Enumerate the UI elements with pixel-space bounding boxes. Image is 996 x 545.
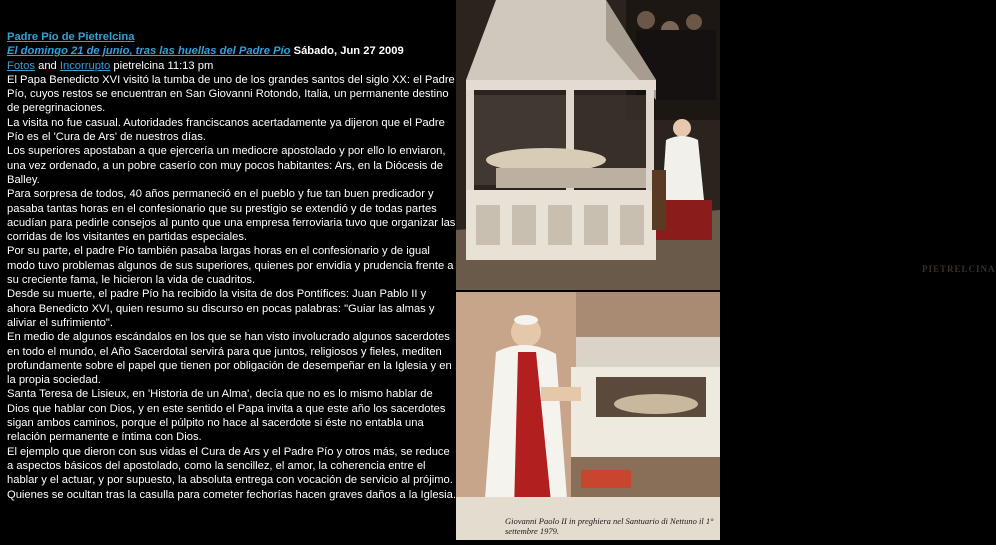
tomb-plaque-text: PIETRELCINA	[922, 264, 996, 274]
meta-rest: pietrelcina 11:13 pm	[113, 59, 214, 72]
paragraph: En medio de algunos escándalos en los que se han visto involucrado algunos sacerdotes en todo el mundo, el Año Sacerdotal servirá para que juntos, religiosos y fieles, mediten profundamente sobre el papel que tienen por obligación de desempeñar en la Iglesia y en la propia sociedad.	[7, 331, 452, 387]
post-title-link[interactable]: El domingo 21 de junio, tras las huellas del Padre Pío	[7, 45, 291, 58]
blog-title-line	[7, 30, 457, 44]
photo-john-paul-praying	[456, 292, 720, 540]
article	[7, 30, 457, 502]
paragraph: Los superiores apostaban a que ejercería un mediocre apostolado y por ello lo enviaron, una vez ordenado, a un pobre caserío con muy pocos habitantes: Ars, en la Diócesis de Balley.	[7, 145, 446, 186]
photo-top-illustration	[456, 0, 720, 290]
post-date: Sábado, Jun 27 2009	[293, 45, 404, 58]
paragraph: Por su parte, el padre Pío también pasaba largas horas en el confesionario y de igual modo tuvo problemas algunos de sus superiores, quienes por envidia y prudencia frente a su creciente fama, le hicieron la vida de cuadritos.	[7, 245, 454, 287]
post-title-line	[7, 44, 457, 58]
meta-and: and	[38, 59, 57, 72]
paragraph: Para sorpresa de todos, 40 años permaneció en el pueblo y fue tan buen predicador y pasaba tantas horas en el confesionario que su prestigio se extendió y de todas partes acudían para pedirle consejos al punto que una empresa ferroviaria tuvo que organizar las corridas de los visitantes en partidas especiales.	[7, 188, 456, 244]
photo-benedict-at-tomb	[456, 0, 996, 290]
paragraph: El ejemplo que dieron con sus vidas el Cura de Ars y el Padre Pío y otros más, se reduce a aspectos básicos del apostolado, como la sencillez, el amor, la coherencia entre el hablar y el actuar, y por supuesto, la absoluta entrega con vocación de servicio al prójimo. Quienes se ocultan tras la casulla para cometer fechorías hacen graves daños a la Iglesia.	[7, 445, 456, 501]
tag-incorrupto-link[interactable]: Incorrupto	[59, 59, 111, 72]
photo-caption: Giovanni Paolo II in preghiera nel Santuario di Nettuno il 1° settembre 1979.	[505, 516, 714, 536]
paragraph: Desde su muerte, el padre Pío ha recibido la visita de dos Pontífices: Juan Pablo II y ahora Benedicto XVI, quien resumo su discurso en pocas palabras: "Guiar las almas y aliviar el sufrimiento".	[7, 288, 435, 329]
paragraph: El Papa Benedicto XVI visitó la tumba de uno de los grandes santos del siglo XX: el Padre Pío, cuyos restos se encuentran en San Giovanni Rotondo, Italia, un permanente destino de peregrinaciones.	[7, 73, 455, 115]
post-meta	[7, 59, 457, 73]
paragraph: Santa Teresa de Lisieux, en 'Historia de un Alma', decía que no es lo mismo hablar de Dios que hablar con Dios, y en este sentido el Papa invita a que este año los sacerdotes sigan ambos caminos, porque el púlpito no hace al sacerdote si éste no entabla una relación permanente e íntima con Dios.	[7, 388, 446, 444]
photo-bottom-illustration	[456, 292, 720, 540]
tag-fotos-link[interactable]: Fotos	[7, 59, 35, 72]
blog-title-link[interactable]: Padre Pío de Pietrelcina	[7, 31, 135, 43]
paragraph: La visita no fue casual. Autoridades franciscanos acertadamente ya dijeron que el Padre Pío es el 'Cura de Ars' de nuestros días.	[7, 116, 445, 144]
